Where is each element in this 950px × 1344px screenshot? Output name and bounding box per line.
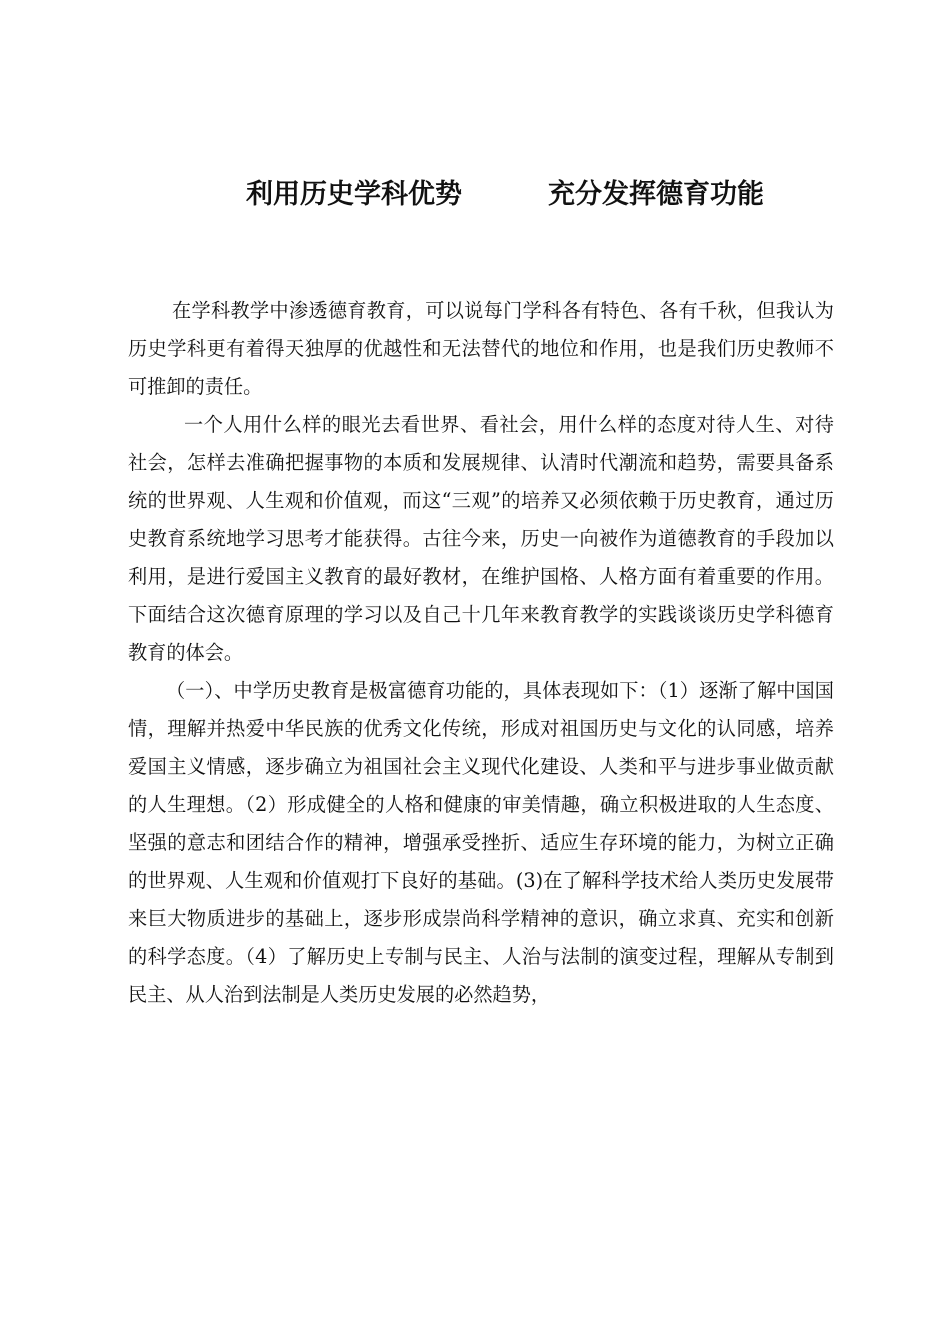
title-part-2: 充分发挥德育功能 (548, 179, 764, 210)
paragraph-3: （一）、中学历史教育是极富德育功能的，具体表现如下：（1）逐渐了解中国国情，理解并热爱中华民族的优秀文化传统，形成对祖国历史与文化的认同感，培养爱国主义情感，逐步确立为祖国社会主义现代化建设、人类和平与进步事业做贡献的人生理想。（2）形成健全的人格和健康的审美情趣，确立积极进取的人生态度、坚强的意志和团结合作的精神，增强承受挫折、适应生存环境的能力，为树立正确的世界观、人生观和价值观打下良好的基础。(3)在了解科学技术给人类历史发展带来巨大物质进步的基础上，逐步形成崇尚科学精神的意识，确立求真、充实和创新的科学态度。（4）了解历史上专制与民主、人治与法制的演变过程，理解从专制到民主、从人治到法制是人类历史发展的必然趋势， (128, 679, 834, 1006)
paragraph-1: 在学科教学中渗透德育教育，可以说每门学科各有特色、各有千秋，但我认为历史学科更有着得天独厚的优越性和无法替代的地位和作用，也是我们历史教师不可推卸的责任。 (128, 299, 834, 398)
document-title (0, 174, 950, 216)
document-body (128, 292, 834, 1014)
paragraph-2: 一个人用什么样的眼光去看世界、看社会，用什么样的态度对待人生、对待社会，怎样去准确把握事物的本质和发展规律、认清时代潮流和趋势，需要具备系统的世界观、人生观和价值观，而这“三观”的培养又必须依赖于历史教育，通过历史教育系统地学习思考才能获得。古往今来，历史一向被作为道德教育的手段加以利用，是进行爱国主义教育的最好教材，在维护国格、人格方面有着重要的作用。下面结合这次德育原理的学习以及自己十几年来教育教学的实践谈谈历史学科德育教育的体会。 (128, 413, 834, 664)
title-part-1: 利用历史学科优势 (246, 179, 462, 210)
